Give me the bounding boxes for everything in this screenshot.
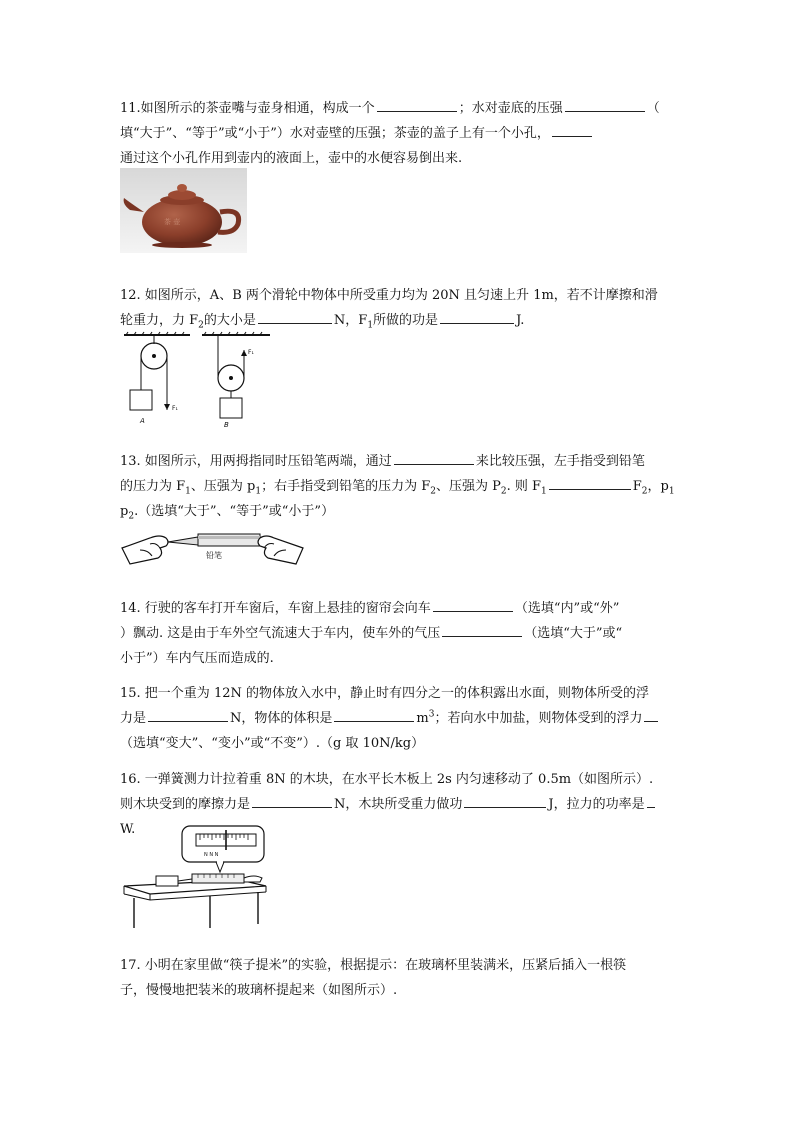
- svg-text:N N N: N N N: [204, 852, 219, 858]
- q16-text: 则木块受到的摩擦力是: [120, 797, 251, 812]
- question-17: [120, 953, 676, 1003]
- q13-line1: [120, 449, 676, 474]
- subscript: 2: [198, 320, 204, 331]
- pencil-label: 铅笔: [206, 551, 222, 560]
- pulley-figure: [120, 330, 280, 430]
- pulley-diagram: [120, 330, 280, 430]
- q14-line2: [120, 621, 676, 646]
- q11-text: 填“大于”、“等于”或“小于”）水对壶壁的压强；茶壶的盖子上有一个小孔，: [120, 126, 550, 141]
- q13-text: 13. 如图所示，用两拇指同时压铅笔两端，通过: [120, 454, 392, 469]
- pencil-figure: [120, 520, 305, 570]
- q15-text: ；若向水中加盐，则物体受到的浮力: [434, 711, 643, 726]
- q14-line1: [120, 596, 676, 621]
- q13-text: 、压强为 p: [190, 479, 256, 494]
- label-A: A: [140, 417, 145, 425]
- q11-line3: 通过这个小孔作用到壶内的液面上，壶中的水便容易倒出来.: [120, 151, 463, 166]
- answer-blank[interactable]: [394, 450, 474, 465]
- q16-line2: [120, 792, 676, 817]
- q13-line3: $p_2$.（选填“大于”、“等于”或“小于”）: [120, 504, 335, 522]
- q11-line2: [120, 121, 676, 146]
- q13-text: 的压力为 F: [120, 479, 186, 494]
- answer-blank[interactable]: [552, 122, 592, 137]
- answer-blank[interactable]: [647, 793, 655, 808]
- label-B: B: [224, 421, 229, 429]
- teapot-image: [120, 168, 247, 253]
- answer-blank[interactable]: [377, 97, 457, 112]
- q12-text: 轮重力，力 F: [120, 313, 199, 328]
- q11-line1: [120, 96, 676, 121]
- q14-line3: 小于”）车内气压而造成的.: [120, 651, 274, 666]
- q13-line2: 的压力为 $F_1$、压强为 $p_1$；右手指受到铅笔的压力为 $F_2$、压强为 $P_2$. 则 $F_1$ $F_2$，$p_1$: [120, 474, 676, 499]
- q13-text: p: [120, 504, 129, 519]
- q12-text: J.: [516, 313, 525, 328]
- q13-text: ，p: [647, 479, 669, 494]
- answer-blank[interactable]: [433, 597, 513, 612]
- q16-line3: W.: [120, 822, 136, 837]
- question-12: [120, 283, 676, 333]
- q11-text: （: [646, 101, 660, 116]
- superscript: 3: [428, 709, 435, 720]
- q13-text: 、压强为 P: [435, 479, 501, 494]
- q16-text: J，拉力的功率是: [548, 797, 645, 812]
- q15-line3: （选填“变大”、“变小”或“不变”）.（g 取 10N/kg）: [120, 736, 425, 751]
- answer-blank[interactable]: [252, 793, 332, 808]
- answer-blank[interactable]: [549, 475, 631, 490]
- teapot-figure: [120, 168, 247, 253]
- q15-line1: 15. 把一个重为 12N 的物体放入水中，静止时有四分之一的体积露出水面，则物体所受的浮: [120, 686, 649, 701]
- q13-text: 来比较压强，左手指受到铅笔: [475, 454, 645, 469]
- answer-blank[interactable]: [258, 309, 332, 324]
- q16-line1: 16. 一弹簧测力计拉着重 8N 的木块，在水平长木板上 2s 内匀速移动了 0.5m（如图所示）.: [120, 772, 654, 787]
- q15-text: m: [416, 711, 429, 726]
- q12-line1: 12. 如图所示，A、B 两个滑轮中物体中所受重力均为 20N 且匀速上升 1m，若不计摩擦和滑: [120, 288, 658, 303]
- answer-blank[interactable]: [440, 309, 514, 324]
- answer-blank[interactable]: [334, 707, 414, 722]
- q17-line1: 17. 小明在家里做“筷子提米”的实验，根据提示：在玻璃杯里装满米，压紧后插入一根筷: [120, 958, 627, 973]
- q11-text: ；水对壶底的压强: [458, 101, 563, 116]
- q14-text: ）飘动. 这是由于车外空气流速大于车内，使车外的气压: [120, 626, 441, 641]
- q15-line2: [120, 706, 676, 731]
- q13-text: .（选填“大于”、“等于”或“小于”）: [134, 504, 335, 519]
- answer-blank[interactable]: [442, 622, 522, 637]
- q12-text: 的大小是: [203, 313, 256, 328]
- q13-text: ；右手指受到铅笔的压力为 F: [261, 479, 431, 494]
- force-label: F₁: [248, 349, 254, 356]
- question-15: [120, 681, 676, 756]
- friction-diagram: [120, 824, 268, 930]
- answer-blank[interactable]: [148, 707, 228, 722]
- question-14: [120, 596, 676, 671]
- q11-text: 11.如图所示的茶壶嘴与壶身相通，构成一个: [120, 101, 375, 116]
- q13-text: F: [632, 479, 642, 494]
- q12-text: N，F: [333, 313, 368, 328]
- force-label: F₁: [172, 405, 178, 412]
- question-11: [120, 96, 676, 171]
- pencil-diagram: [120, 520, 305, 570]
- q15-text: N，物体的体积是: [230, 711, 333, 726]
- question-13: [120, 449, 676, 524]
- answer-blank[interactable]: [464, 793, 546, 808]
- svg-text:茶 壶: 茶 壶: [164, 218, 181, 226]
- q14-text: （选填“内”或“外”: [514, 601, 620, 616]
- answer-blank[interactable]: [565, 97, 645, 112]
- spring-scale-figure: [120, 824, 268, 930]
- q14-text: （选填“大于”或“: [524, 626, 623, 641]
- q15-text: 力是: [120, 711, 147, 726]
- q16-text: N，木块所受重力做功: [334, 797, 463, 812]
- q13-text: . 则 F: [506, 479, 542, 494]
- q12-text: 所做的功是: [373, 313, 439, 328]
- answer-blank[interactable]: [644, 707, 658, 722]
- q14-text: 14. 行驶的客车打开车窗后，车窗上悬挂的窗帘会向车: [120, 601, 431, 616]
- q17-line2: 子，慢慢地把装米的玻璃杯提起来（如图所示）.: [120, 983, 398, 998]
- subscript: 1: [367, 320, 374, 331]
